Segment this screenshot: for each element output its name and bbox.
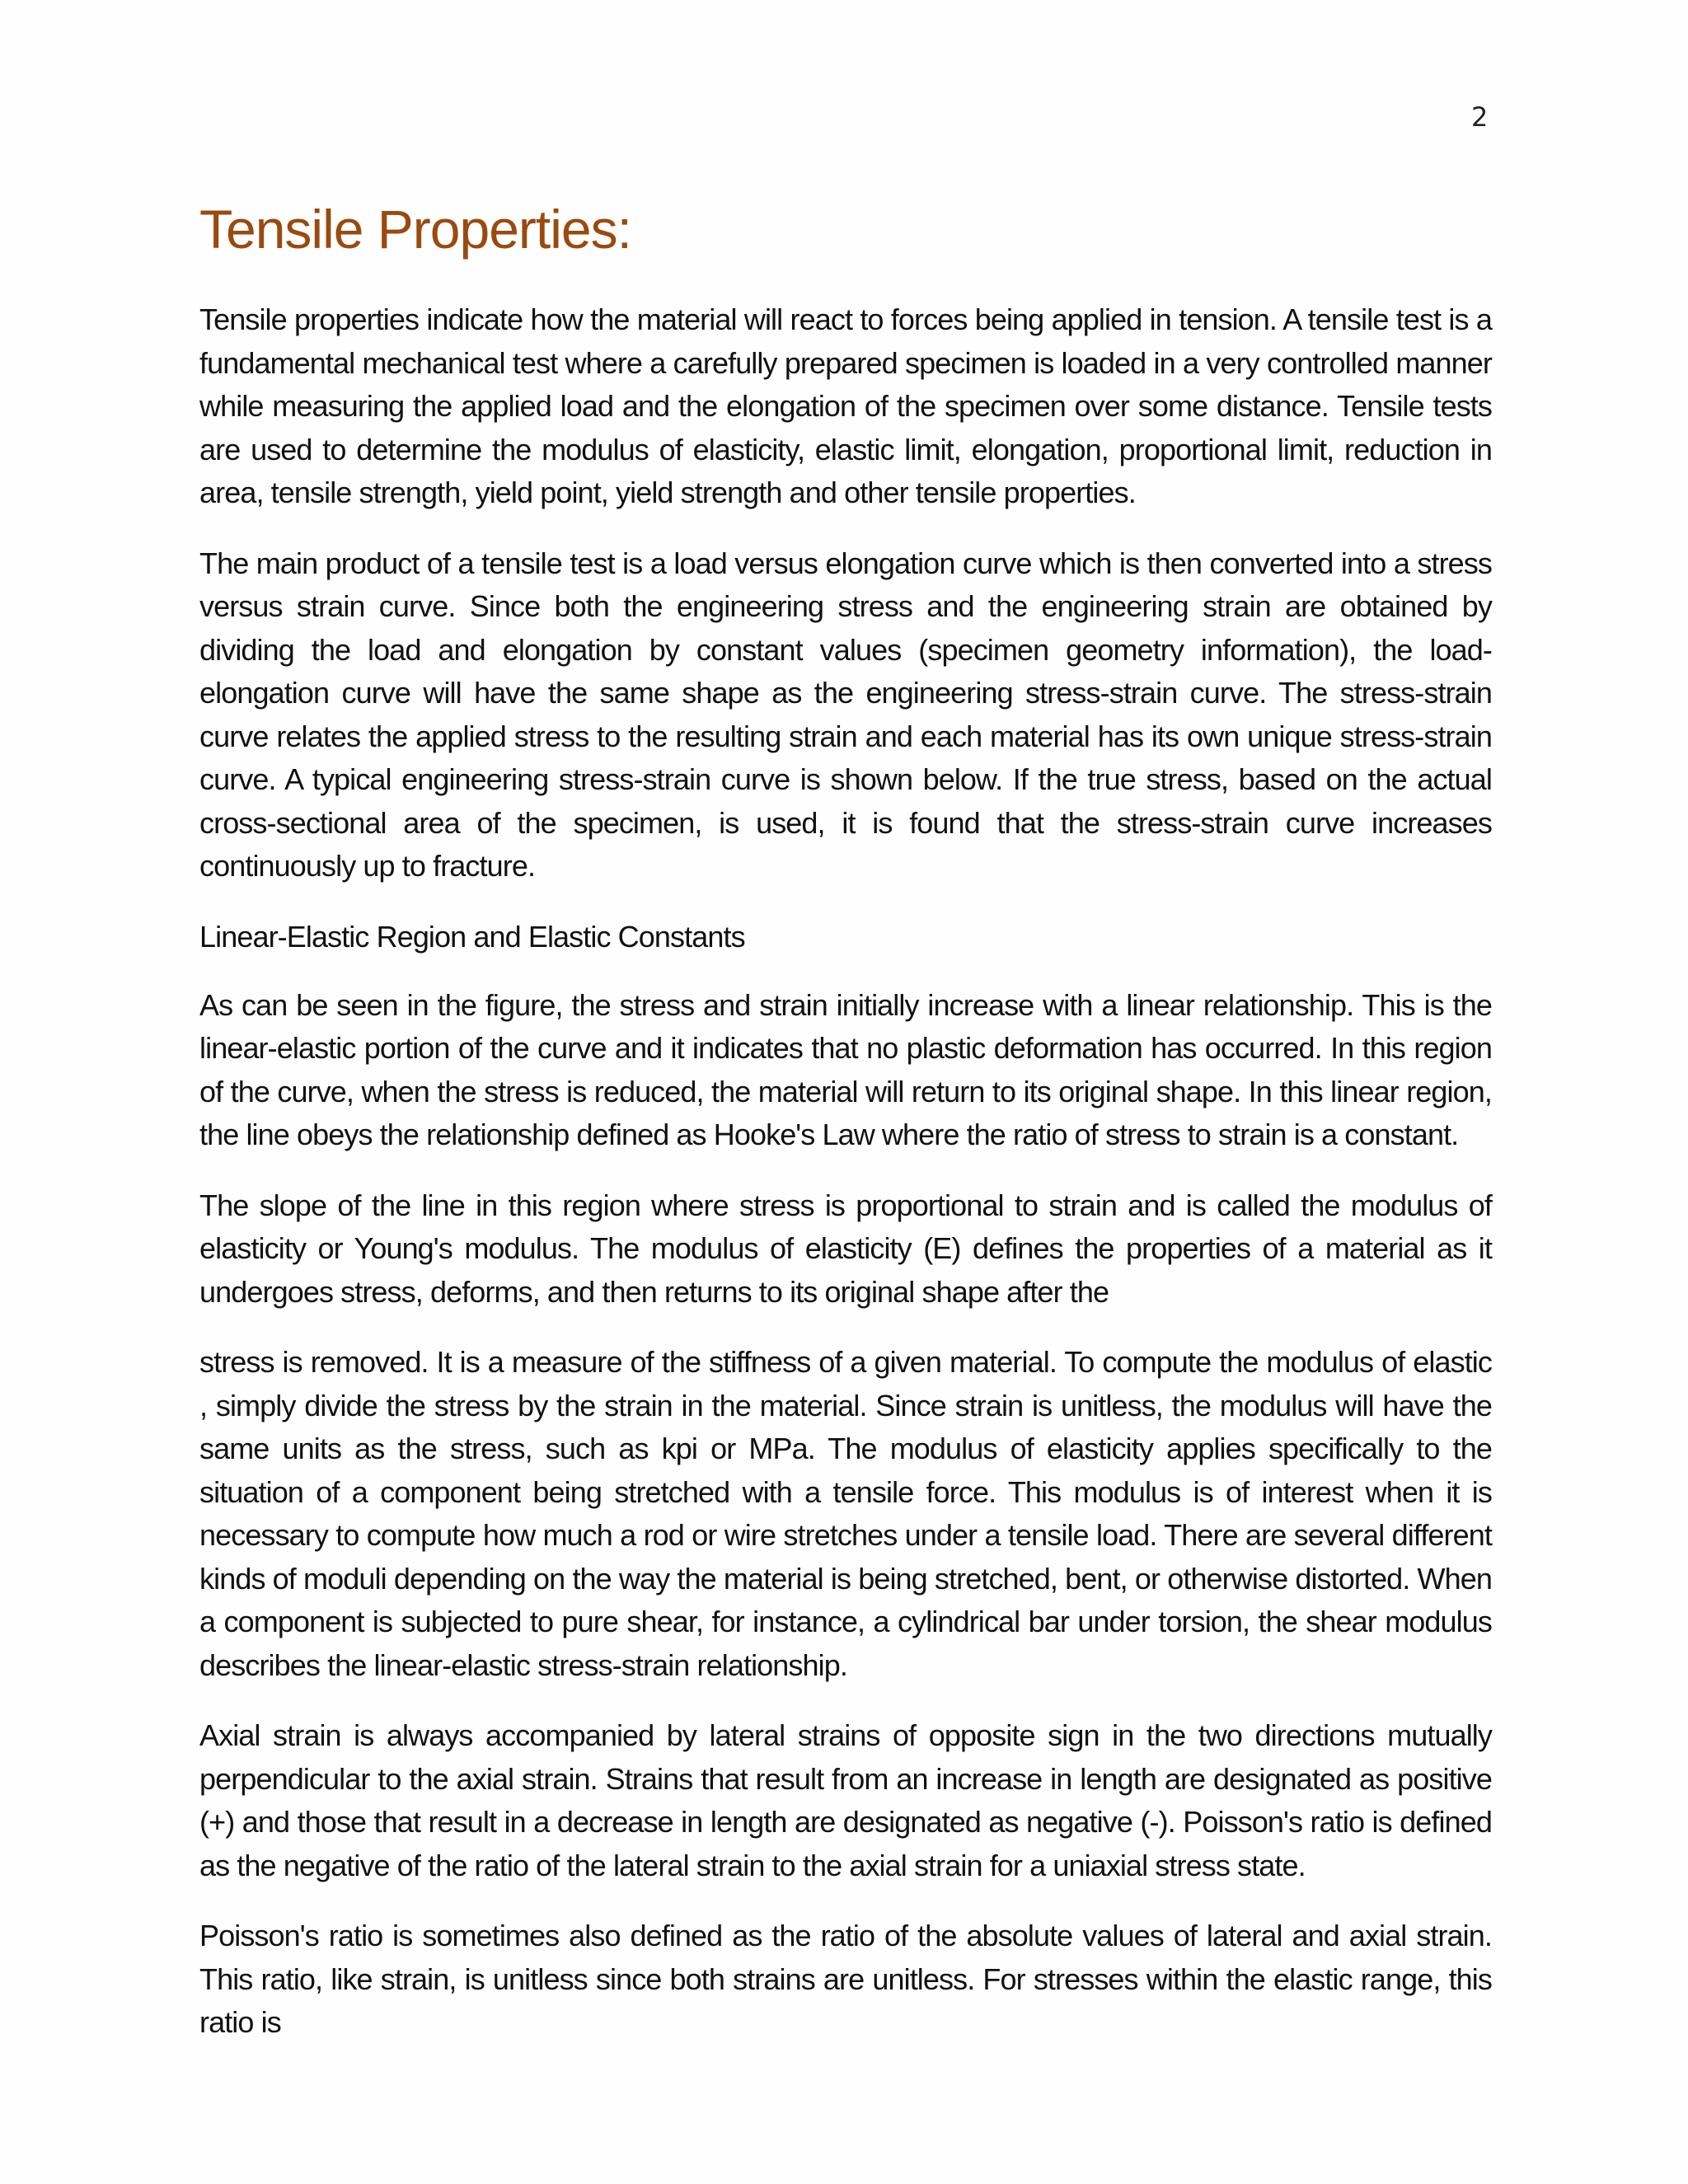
paragraph-modulus-of-elasticity: The slope of the line in this region where stress is proportional to strain and is called the modulus of elasticity or Young's modulus. The modulus of elasticity (E) defines the properties of a material as it undergoes stress, deforms, and then returns to its original shape after the xyxy=(199,1188,1492,1309)
subheading-linear-elastic: Linear-Elastic Region and Elastic Constants xyxy=(199,919,745,954)
paragraph-axial-strain: Axial strain is always accompanied by lateral strains of opposite sign in the two directions mutually perpendicular to the axial strain. Strains that result from an increase in length are designated as positive (+) and those that result in a decrease in length are designated as negative (-). Poisson's ratio is defined as the negative of the ratio of the lateral strain to the axial strain for a uniaxial stress state. xyxy=(199,1718,1492,1882)
paragraph-load-elongation: The main product of a tensile test is a load versus elongation curve which is then converted into a stress versus strain curve. Since both the engineering stress and the engineering strain are obtained by dividing the load and elongation by constant values (specimen geometry information), the load-elongation curve will have the same shape as the engineering stress-strain curve. The stress-strain curve relates the applied stress to the resulting strain and each material has its own unique stress-strain curve. A typical engineering stress-strain curve is shown below. If the true stress, based on the actual cross-sectional area of the specimen, is used, it is found that the stress-strain curve increases continuously up to fracture. xyxy=(199,546,1492,883)
section-title: Tensile Properties: xyxy=(199,199,631,260)
paragraph-poissons-ratio: Poisson's ratio is sometimes also defined as the ratio of the absolute values of lateral and axial strain. This ratio, like strain, is unitless since both strains are unitless. For stresses within the elastic range, this ratio is xyxy=(199,1919,1492,2039)
paragraph-linear-relationship: As can be seen in the figure, the stress and strain initially increase with a linear relationship. This is the linear-elastic portion of the curve and it indicates that no plastic deformation has occurred. In this region of the curve, when the stress is reduced, the material will return to its original shape. In this linear region, the line obeys the relationship defined as Hooke's Law where the ratio of stress to strain is a constant. xyxy=(199,987,1492,1151)
paragraph-tensile-overview: Tensile properties indicate how the material will react to forces being applied in tension. A tensile test is a fundamental mechanical test where a carefully prepared specimen is loaded in a very controlled manner while measuring the applied load and the elongation of the specimen over some distance. Tensile tests are used to determine the modulus of elasticity, elastic limit, elongation, proportional limit, reduction in area, tensile strength, yield point, yield strength and other tensile properties. xyxy=(199,302,1492,509)
paragraph-stiffness: stress is removed. It is a measure of the stiffness of a given material. To compute the modulus of elastic , simply divide the stress by the strain in the material. Since strain is unitless, the modulus will have the same units as the stress, such as kpi or MPa. The modulus of elasticity applies specifically to the situation of a component being stretched with a tensile force. This modulus is of interest when it is necessary to compute how much a rod or wire stretches under a tensile load. There are several different kinds of moduli depending on the way the material is being stretched, bent, or otherwise distorted. When a component is subjected to pure shear, for instance, a cylindrical bar under torsion, the shear modulus describes the linear-elastic stress-strain relationship. xyxy=(199,1345,1492,1682)
document-body xyxy=(199,298,1492,2072)
page-number: 2 xyxy=(1471,101,1489,133)
